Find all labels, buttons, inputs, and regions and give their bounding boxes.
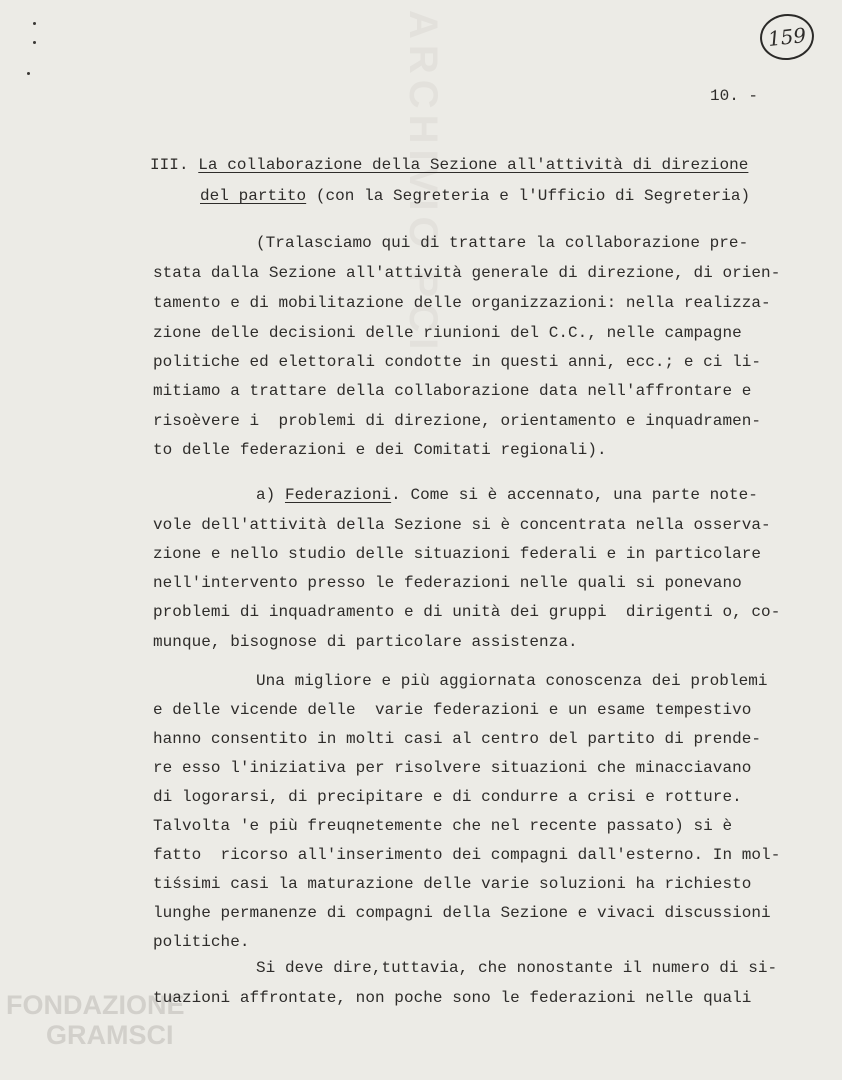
text-line: re esso l'iniziativa per risolvere situazioni che minacciavano (153, 759, 752, 777)
text-line: problemi di inquadramento e di unità dei gruppi dirigenti o, co- (153, 603, 781, 621)
section-title-cont: del partito (200, 187, 307, 205)
text-line: Talvolta 'e più freuqnetemente che nel recente passato) si è (153, 817, 733, 835)
text-line: risoèvere i problemi di direzione, orientamento e inquadramen- (153, 412, 762, 430)
text-line: (Tralasciamo qui di trattare la collaborazione pre- (256, 234, 749, 252)
text-line: zione e nello studio delle situazioni federali e in particolare (153, 545, 762, 563)
paper-speck (27, 72, 30, 75)
logo-line-1: FONDAZIONE (6, 990, 185, 1020)
text-line: politiche ed elettorali condotte in questi anni, ecc.; e ci li- (153, 353, 762, 371)
text-line: munque, bisognose di particolare assistenza. (153, 633, 578, 651)
text-segment: . Come si è accennato, una parte note- (391, 486, 758, 504)
text-line: lunghe permanenze di compagni della Sezione e vivaci discussioni (153, 904, 771, 922)
text-line: Si deve dire,tuttavia, che nonostante il numero di si- (256, 959, 778, 977)
text-line: di logorarsi, di precipitare e di condurre a crisi e rotture. (153, 788, 742, 806)
text-line: e delle vicende delle varie federazioni e un esame tempestivo (153, 701, 752, 719)
text-line: mitiamo a trattare della collaborazione data nell'affrontare e (153, 382, 752, 400)
text-line: to delle federazioni e dei Comitati regionali). (153, 441, 607, 459)
text-line: tamento e di mobilitazione delle organizzazioni: nella realizza- (153, 294, 771, 312)
text-line: politiche. (153, 933, 250, 951)
section-title: La collaborazione della Sezione all'attività di direzione (198, 156, 749, 174)
archive-watermark: ARCHIVIO PCI (401, 10, 445, 356)
text-line: stata dalla Sezione all'attività generale di direzione, di orien- (153, 264, 781, 282)
archive-number-stamp: 159 (758, 11, 817, 62)
text-line: hanno consentito in molti casi al centro del partito di prende- (153, 730, 762, 748)
section-numeral: III. (150, 156, 189, 174)
paper-speck (33, 22, 36, 25)
federazioni-label: Federazioni (284, 486, 392, 504)
section-heading-line-2 (200, 186, 750, 206)
page-number: 10. - (710, 87, 759, 105)
text-line: zione delle decisioni delle riunioni del C.C., nelle campagne (153, 324, 742, 342)
text-line: tiśsimi casi la maturazione delle varie soluzioni ha richiesto (153, 875, 752, 893)
text-line: nell'intervento presso le federazioni nelle quali si ponevano (153, 574, 742, 592)
paper-speck (33, 41, 36, 44)
list-marker: a) (256, 486, 285, 504)
text-line: fatto ricorso all'inserimento dei compagni dall'esterno. In mol- (153, 846, 781, 864)
logo-line-2: GRAMSCI (46, 1020, 174, 1050)
federazioni-first-line (256, 485, 758, 505)
text-line: vole dell'attività della Sezione si è concentrata nella osserva- (153, 516, 771, 534)
text-line: tuazioni affrontate, non poche sono le federazioni nelle quali (153, 989, 752, 1007)
text-line: Una migliore e più aggiornata conoscenza dei problemi (256, 672, 768, 690)
section-heading-line-1 (150, 155, 748, 175)
section-title-suffix: (con la Segreteria e l'Ufficio di Segreteria) (306, 187, 751, 205)
